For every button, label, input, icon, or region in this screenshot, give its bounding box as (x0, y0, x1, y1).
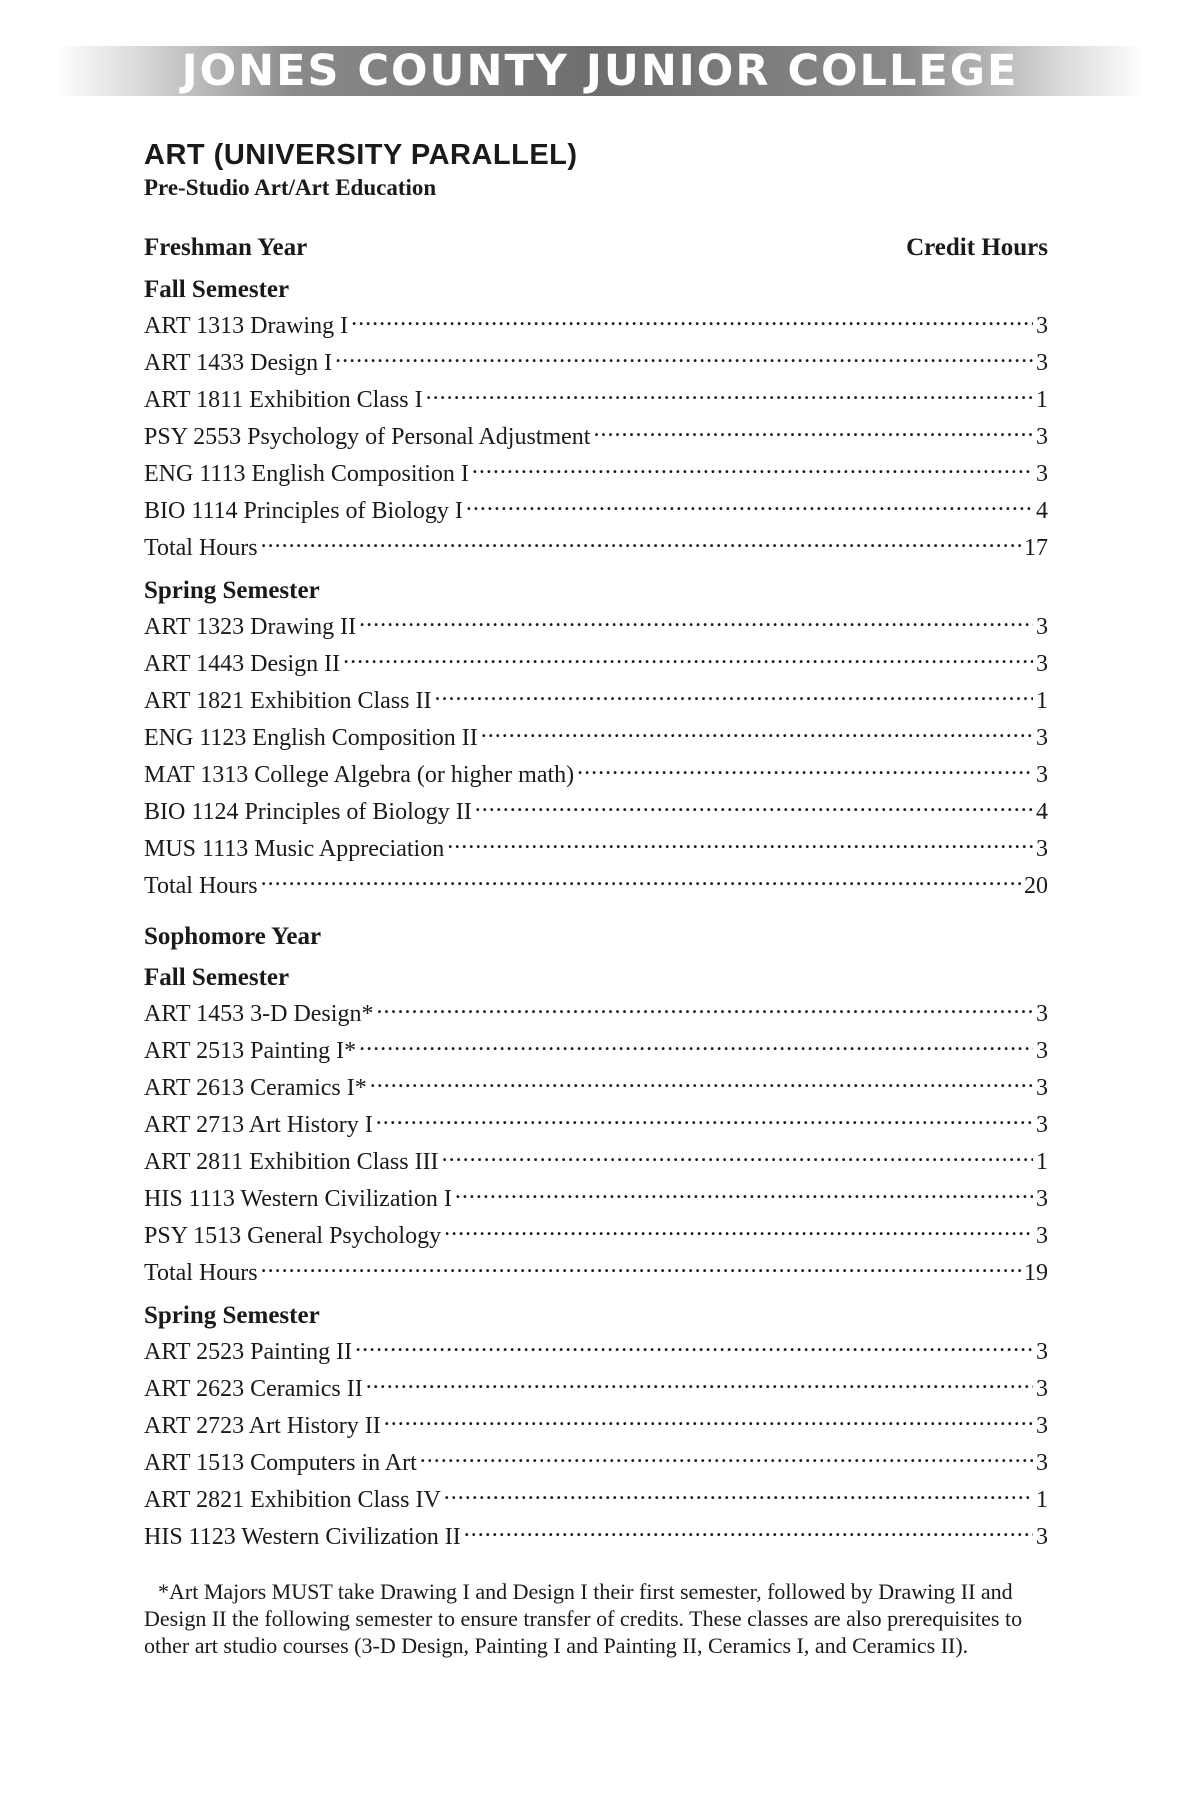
credit-hours: 3 (1036, 1038, 1048, 1065)
dot-leader (434, 679, 1033, 708)
course-row (144, 1140, 1048, 1177)
credit-hours: 3 (1036, 1223, 1048, 1250)
course-name: BIO 1124 Principles of Biology II (144, 798, 472, 825)
credit-hours: 3 (1036, 1186, 1048, 1213)
credit-hours: 3 (1036, 724, 1048, 751)
credit-hours: 19 (1024, 1260, 1048, 1287)
credit-hours: 3 (1036, 460, 1048, 487)
semester-block (144, 1301, 1048, 1552)
course-row (144, 452, 1048, 489)
document-body (144, 140, 1048, 1659)
year-heading (144, 923, 1048, 951)
credit-hours: 4 (1036, 798, 1048, 825)
dot-leader (455, 1177, 1033, 1206)
dot-leader (384, 1404, 1033, 1433)
course-row (144, 1103, 1048, 1140)
course-name: ART 2523 Painting II (144, 1339, 353, 1366)
course-name: MAT 1313 College Algebra (or higher math) (144, 761, 575, 788)
credit-hours: 3 (1036, 312, 1048, 339)
dot-leader (261, 1251, 1021, 1280)
course-list (144, 992, 1048, 1288)
credit-hours: 3 (1036, 1524, 1048, 1551)
dot-leader (475, 790, 1033, 819)
course-row (144, 1066, 1048, 1103)
course-name: Total Hours (144, 534, 258, 561)
course-row (144, 1515, 1048, 1552)
dot-leader (370, 1066, 1033, 1095)
dot-leader (593, 415, 1033, 444)
course-row (144, 378, 1048, 415)
year-label: Freshman Year (144, 234, 308, 262)
course-name: HIS 1123 Western Civilization II (144, 1524, 461, 1551)
course-row (144, 753, 1048, 790)
credit-hours: 17 (1024, 534, 1048, 561)
course-name: ART 2623 Ceramics II (144, 1376, 363, 1403)
credit-hours: 3 (1036, 349, 1048, 376)
credit-hours: 3 (1036, 835, 1048, 862)
dot-leader (351, 304, 1033, 333)
dot-leader (444, 1214, 1033, 1243)
course-row (144, 679, 1048, 716)
course-name: ART 1453 3-D Design* (144, 1001, 374, 1028)
course-name: ART 1443 Design II (144, 650, 341, 677)
dot-leader (359, 605, 1033, 634)
dot-leader (376, 1103, 1033, 1132)
credit-hours: 3 (1036, 1112, 1048, 1139)
credit-hours: 1 (1036, 687, 1048, 714)
program-subtitle: Pre-Studio Art/Art Education (144, 174, 437, 200)
dot-leader (464, 1515, 1033, 1544)
course-row (144, 489, 1048, 526)
course-row (144, 1177, 1048, 1214)
semester-block (144, 576, 1048, 901)
dot-leader (447, 827, 1033, 856)
dot-leader (481, 716, 1033, 745)
total-hours-row (144, 864, 1048, 901)
course-name: PSY 1513 General Psychology (144, 1223, 442, 1250)
course-name: ART 2513 Painting I* (144, 1038, 357, 1065)
course-list (144, 304, 1048, 563)
course-row (144, 1214, 1048, 1251)
dot-leader (366, 1367, 1033, 1396)
course-row (144, 790, 1048, 827)
course-name: ART 2723 Art History II (144, 1413, 381, 1440)
course-list (144, 605, 1048, 901)
credit-hours: 3 (1036, 423, 1048, 450)
credit-hours: 3 (1036, 761, 1048, 788)
semester-block (144, 275, 1048, 563)
credit-hours-label: Credit Hours (906, 234, 1048, 262)
credit-hours: 1 (1036, 386, 1048, 413)
semester-block (144, 963, 1048, 1288)
course-name: ART 1433 Design I (144, 349, 333, 376)
program-title: ART (UNIVERSITY PARALLEL) (144, 139, 578, 171)
semester-title: Fall Semester (144, 964, 290, 992)
dot-leader (577, 753, 1033, 782)
credit-hours: 4 (1036, 497, 1048, 524)
credit-hours: 1 (1036, 1487, 1048, 1514)
course-row (144, 341, 1048, 378)
credit-hours: 3 (1036, 1450, 1048, 1477)
course-row (144, 605, 1048, 642)
course-name: ART 1313 Drawing I (144, 312, 349, 339)
year-heading (144, 234, 1048, 262)
course-row (144, 415, 1048, 452)
course-row (144, 1367, 1048, 1404)
course-name: ART 2811 Exhibition Class III (144, 1149, 439, 1176)
course-row (144, 1441, 1048, 1478)
credit-hours: 3 (1036, 613, 1048, 640)
dot-leader (466, 489, 1033, 518)
credit-hours: 3 (1036, 650, 1048, 677)
course-name: ART 1811 Exhibition Class I (144, 386, 423, 413)
header-banner (55, 46, 1145, 96)
semester-title: Spring Semester (144, 1302, 320, 1330)
footnote: *Art Majors MUST take Drawing I and Design I their first semester, followed by Drawing II and Design II the following semester to ensure transfer of credits. These classes are also prerequisites to other art studio courses (3-D Design, Painting I and Painting II, Ceramics I, and Ceramics II). (144, 1579, 1023, 1659)
course-name: ART 2713 Art History I (144, 1112, 373, 1139)
course-name: ART 2821 Exhibition Class IV (144, 1487, 441, 1514)
course-name: ART 1513 Computers in Art (144, 1450, 417, 1477)
course-row (144, 1404, 1048, 1441)
course-row (144, 304, 1048, 341)
total-hours-row (144, 1251, 1048, 1288)
dot-leader (355, 1330, 1033, 1359)
dot-leader (444, 1478, 1033, 1507)
credit-hours: 1 (1036, 1149, 1048, 1176)
credit-hours: 3 (1036, 1413, 1048, 1440)
course-name: ART 2613 Ceramics I* (144, 1075, 367, 1102)
course-name: ENG 1113 English Composition I (144, 460, 469, 487)
course-row (144, 1330, 1048, 1367)
dot-leader (426, 378, 1033, 407)
course-row (144, 992, 1048, 1029)
dot-leader (343, 642, 1033, 671)
dot-leader (420, 1441, 1033, 1470)
credit-hours: 3 (1036, 1376, 1048, 1403)
course-name: Total Hours (144, 872, 258, 899)
course-list (144, 1330, 1048, 1552)
course-name: PSY 2553 Psychology of Personal Adjustment (144, 423, 591, 450)
college-name: JONES COUNTY JUNIOR COLLEGE (181, 45, 1019, 96)
course-name: MUS 1113 Music Appreciation (144, 835, 445, 862)
course-row (144, 827, 1048, 864)
credit-hours: 20 (1024, 872, 1048, 899)
course-row (144, 1029, 1048, 1066)
dot-leader (335, 341, 1033, 370)
dot-leader (359, 1029, 1033, 1058)
course-name: ART 1821 Exhibition Class II (144, 687, 432, 714)
course-name: HIS 1113 Western Civilization I (144, 1186, 452, 1213)
semester-title: Fall Semester (144, 275, 290, 303)
credit-hours: 3 (1036, 1001, 1048, 1028)
credit-hours: 3 (1036, 1075, 1048, 1102)
course-row (144, 1478, 1048, 1515)
course-row (144, 642, 1048, 679)
course-name: BIO 1114 Principles of Biology I (144, 497, 463, 524)
course-row (144, 716, 1048, 753)
credit-hours: 3 (1036, 1339, 1048, 1366)
year-label: Sophomore Year (144, 922, 322, 950)
course-name: ART 1323 Drawing II (144, 613, 357, 640)
course-name: ENG 1123 English Composition II (144, 724, 478, 751)
course-name: Total Hours (144, 1260, 258, 1287)
semester-title: Spring Semester (144, 576, 320, 604)
dot-leader (376, 992, 1033, 1021)
dot-leader (261, 864, 1021, 893)
dot-leader (442, 1140, 1033, 1169)
dot-leader (261, 526, 1021, 555)
dot-leader (472, 452, 1033, 481)
total-hours-row (144, 526, 1048, 563)
